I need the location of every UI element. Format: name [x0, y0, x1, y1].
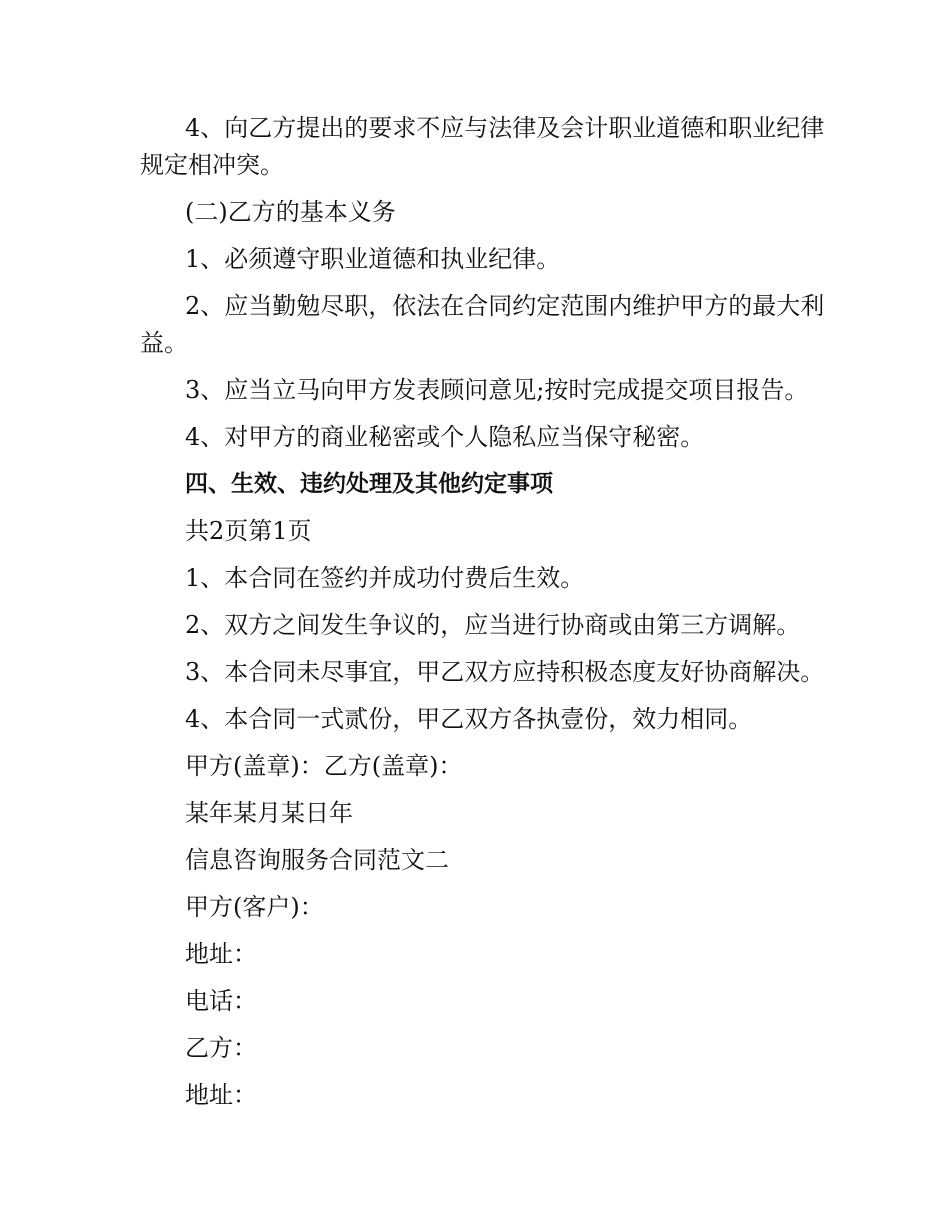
clause-a4: 4、向乙方提出的要求不应与法律及会计职业道德和职业纪律规定相冲突。	[140, 114, 825, 179]
clause-4-1: 1、本合同在签约并成功付费后生效。	[185, 564, 585, 592]
party-a-phone: 电话：	[185, 987, 257, 1015]
party-a-address: 地址：	[185, 940, 257, 968]
clause-4-3: 3、本合同未尽事宜，甲乙双方应持积极态度友好协商解决。	[185, 658, 825, 686]
clause-4-2: 2、双方之间发生争议的，应当进行协商或由第三方调解。	[185, 611, 801, 639]
party-b-label: 乙方：	[185, 1034, 257, 1062]
party-a-label: 甲方(客户)：	[185, 893, 324, 921]
clause-4-4: 4、本合同一式贰份，甲乙双方各执壹份，效力相同。	[185, 705, 753, 733]
clause-b3: 3、应当立马向甲方发表顾问意见;按时完成提交项目报告。	[185, 376, 809, 404]
party-b-address: 地址：	[185, 1081, 257, 1109]
clause-b2: 2、应当勤勉尽职，依法在合同约定范围内维护甲方的最大利益。	[140, 292, 825, 357]
date-line: 某年某月某日年	[185, 799, 353, 827]
page-indicator: 共2页第1页	[185, 517, 312, 545]
signature-line: 甲方(盖章)：乙方(盖章)：	[185, 752, 463, 780]
section-b-title: (二)乙方的基本义务	[185, 198, 396, 226]
clause-b4: 4、对甲方的商业秘密或个人隐私应当保守秘密。	[185, 423, 705, 451]
document-page	[140, 110, 830, 1124]
second-template-title: 信息咨询服务合同范文二	[185, 846, 449, 874]
clause-b1: 1、必须遵守职业道德和执业纪律。	[185, 245, 561, 273]
section-4-heading: 四、生效、违约处理及其他约定事项	[185, 471, 553, 497]
